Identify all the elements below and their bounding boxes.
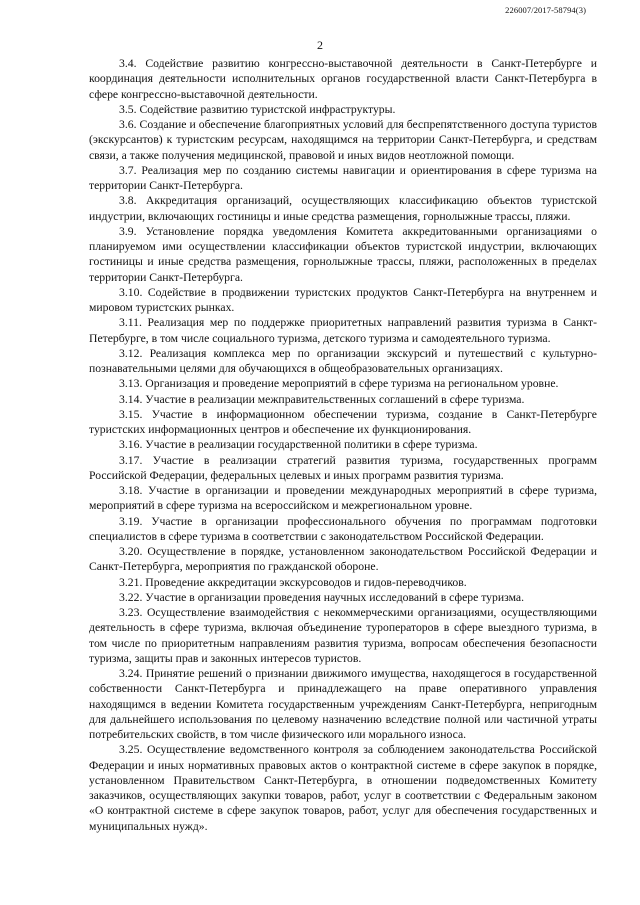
paragraph-3-22: 3.22. Участие в организации проведения научных исследований в сфере туризма. — [119, 590, 524, 604]
paragraph-3-17: 3.17. Участие в реализации стратегий развития туризма, государственных программ Российской Федерации, федеральных целевых и иных программ развития туризма. — [89, 453, 597, 482]
paragraph-3-15: 3.15. Участие в информационном обеспечении туризма, создание в Санкт-Петербурге туристских информационных центров и обеспечение их функционирования. — [89, 407, 597, 436]
paragraph-3-7: 3.7. Реализация мер по созданию системы навигации и ориентирования в сфере туризма на территории Санкт-Петербурга. — [89, 163, 597, 192]
paragraph-3-25: 3.25. Осуществление ведомственного контроля за соблюдением законодательства Российской Федерации и иных нормативных правовых актов о контрактной системе в сфере закупок в порядке, установленном Правительством Санкт-Петербурга, в отношении подведомственных Комитету заказчиков, осуществляющих закупки товаров, работ, услуг в соответствии с Федеральным законом «О контрактной системе в сфере закупок товаров, работ, услуг для обеспечения государственных и муниципальных нужд». — [89, 743, 597, 833]
document-body — [89, 56, 597, 834]
paragraph-3-18: 3.18. Участие в организации и проведении международных мероприятий в сфере туризма, мероприятий в сфере туризма на всероссийском и межрегиональном уровне. — [89, 484, 597, 513]
paragraph-3-23: 3.23. Осуществление взаимодействия с некоммерческими организациями, осуществляющими деятельность в сфере туризма, включая объединение туроператоров в сфере выездного туризма, в том числе по приоритетным направлениям развития туризма, вопросам обеспечения безопасности туризма, защиты прав и законных интересов туристов. — [89, 606, 597, 665]
paragraph-3-5: 3.5. Содействие развитию туристской инфраструктуры. — [119, 102, 396, 116]
paragraph-3-16: 3.16. Участие в реализации государственной политики в сфере туризма. — [119, 438, 478, 452]
paragraph-3-6: 3.6. Создание и обеспечение благоприятных условий для беспрепятственного доступа туристов (экскурсантов) к туристским ресурсам, находящимся на территории Санкт-Петербурга, и средствам связи, а также получения медицинской, правовой и иных видов неотложной помощи. — [89, 118, 597, 162]
paragraph-3-9: 3.9. Установление порядка уведомления Комитета аккредитованными организациями о планируемом ими осуществлении классификации объектов туристской индустрии, включающих гостиницы и иные средства размещения, горнолыжные трассы, пляжи, расположенных в пределах территории Санкт-Петербурга. — [89, 224, 597, 284]
page-number: 2 — [317, 38, 323, 52]
document-id: 226007/2017-58794(3) — [505, 5, 586, 15]
paragraph-3-24: 3.24. Принятие решений о признании движимого имущества, находящегося в государственной собственности Санкт-Петербурга и принадлежащего на праве оперативного управления находящимся в ведении Комитета государственным учреждениям Санкт-Петербурга, непригодным для дальнейшего использования по целевому назначению вследствие полной или частичной утраты потребительских свойств, в том числе физического или морального износа. — [89, 667, 597, 741]
paragraph-3-13: 3.13. Организация и проведение мероприятий в сфере туризма на региональном уровне. — [119, 377, 559, 391]
paragraph-3-19: 3.19. Участие в организации профессионального обучения по программам подготовки специалистов в сфере туризма в соответствии с законодательством Российской Федерации. — [89, 514, 597, 543]
paragraph-3-8: 3.8. Аккредитация организаций, осуществляющих классификацию объектов туристской индустрии, включающих гостиницы и иные средства размещения, горнолыжные трассы, пляжи. — [89, 194, 597, 223]
paragraph-3-11: 3.11. Реализация мер по поддержке приоритетных направлений развития туризма в Санкт-Петербурге, в том числе социального туризма, детского туризма и самодеятельного туризма. — [89, 316, 597, 345]
paragraph-3-21: 3.21. Проведение аккредитации экскурсоводов и гидов-переводчиков. — [119, 575, 467, 589]
paragraph-3-14: 3.14. Участие в реализации межправительственных соглашений в сфере туризма. — [119, 392, 525, 406]
paragraph-3-12: 3.12. Реализация комплекса мер по организации экскурсий и путешествий с культурно-познавательными целями для обучающихся в общеобразовательных организациях. — [89, 346, 597, 375]
paragraph-3-10: 3.10. Содействие в продвижении туристских продуктов Санкт-Петербурга на внутреннем и мировом туристских рынках. — [89, 285, 597, 314]
paragraph-3-4: 3.4. Содействие развитию конгрессно-выставочной деятельности в Санкт-Петербурге и координация деятельности исполнительных органов государственной власти Санкт-Петербурга в сфере конгрессно-выставочной деятельности. — [89, 57, 597, 101]
paragraph-3-20: 3.20. Осуществление в порядке, установленном законодательством Российской Федерации и Санкт-Петербурга, мероприятия по гражданской обороне. — [89, 545, 597, 574]
